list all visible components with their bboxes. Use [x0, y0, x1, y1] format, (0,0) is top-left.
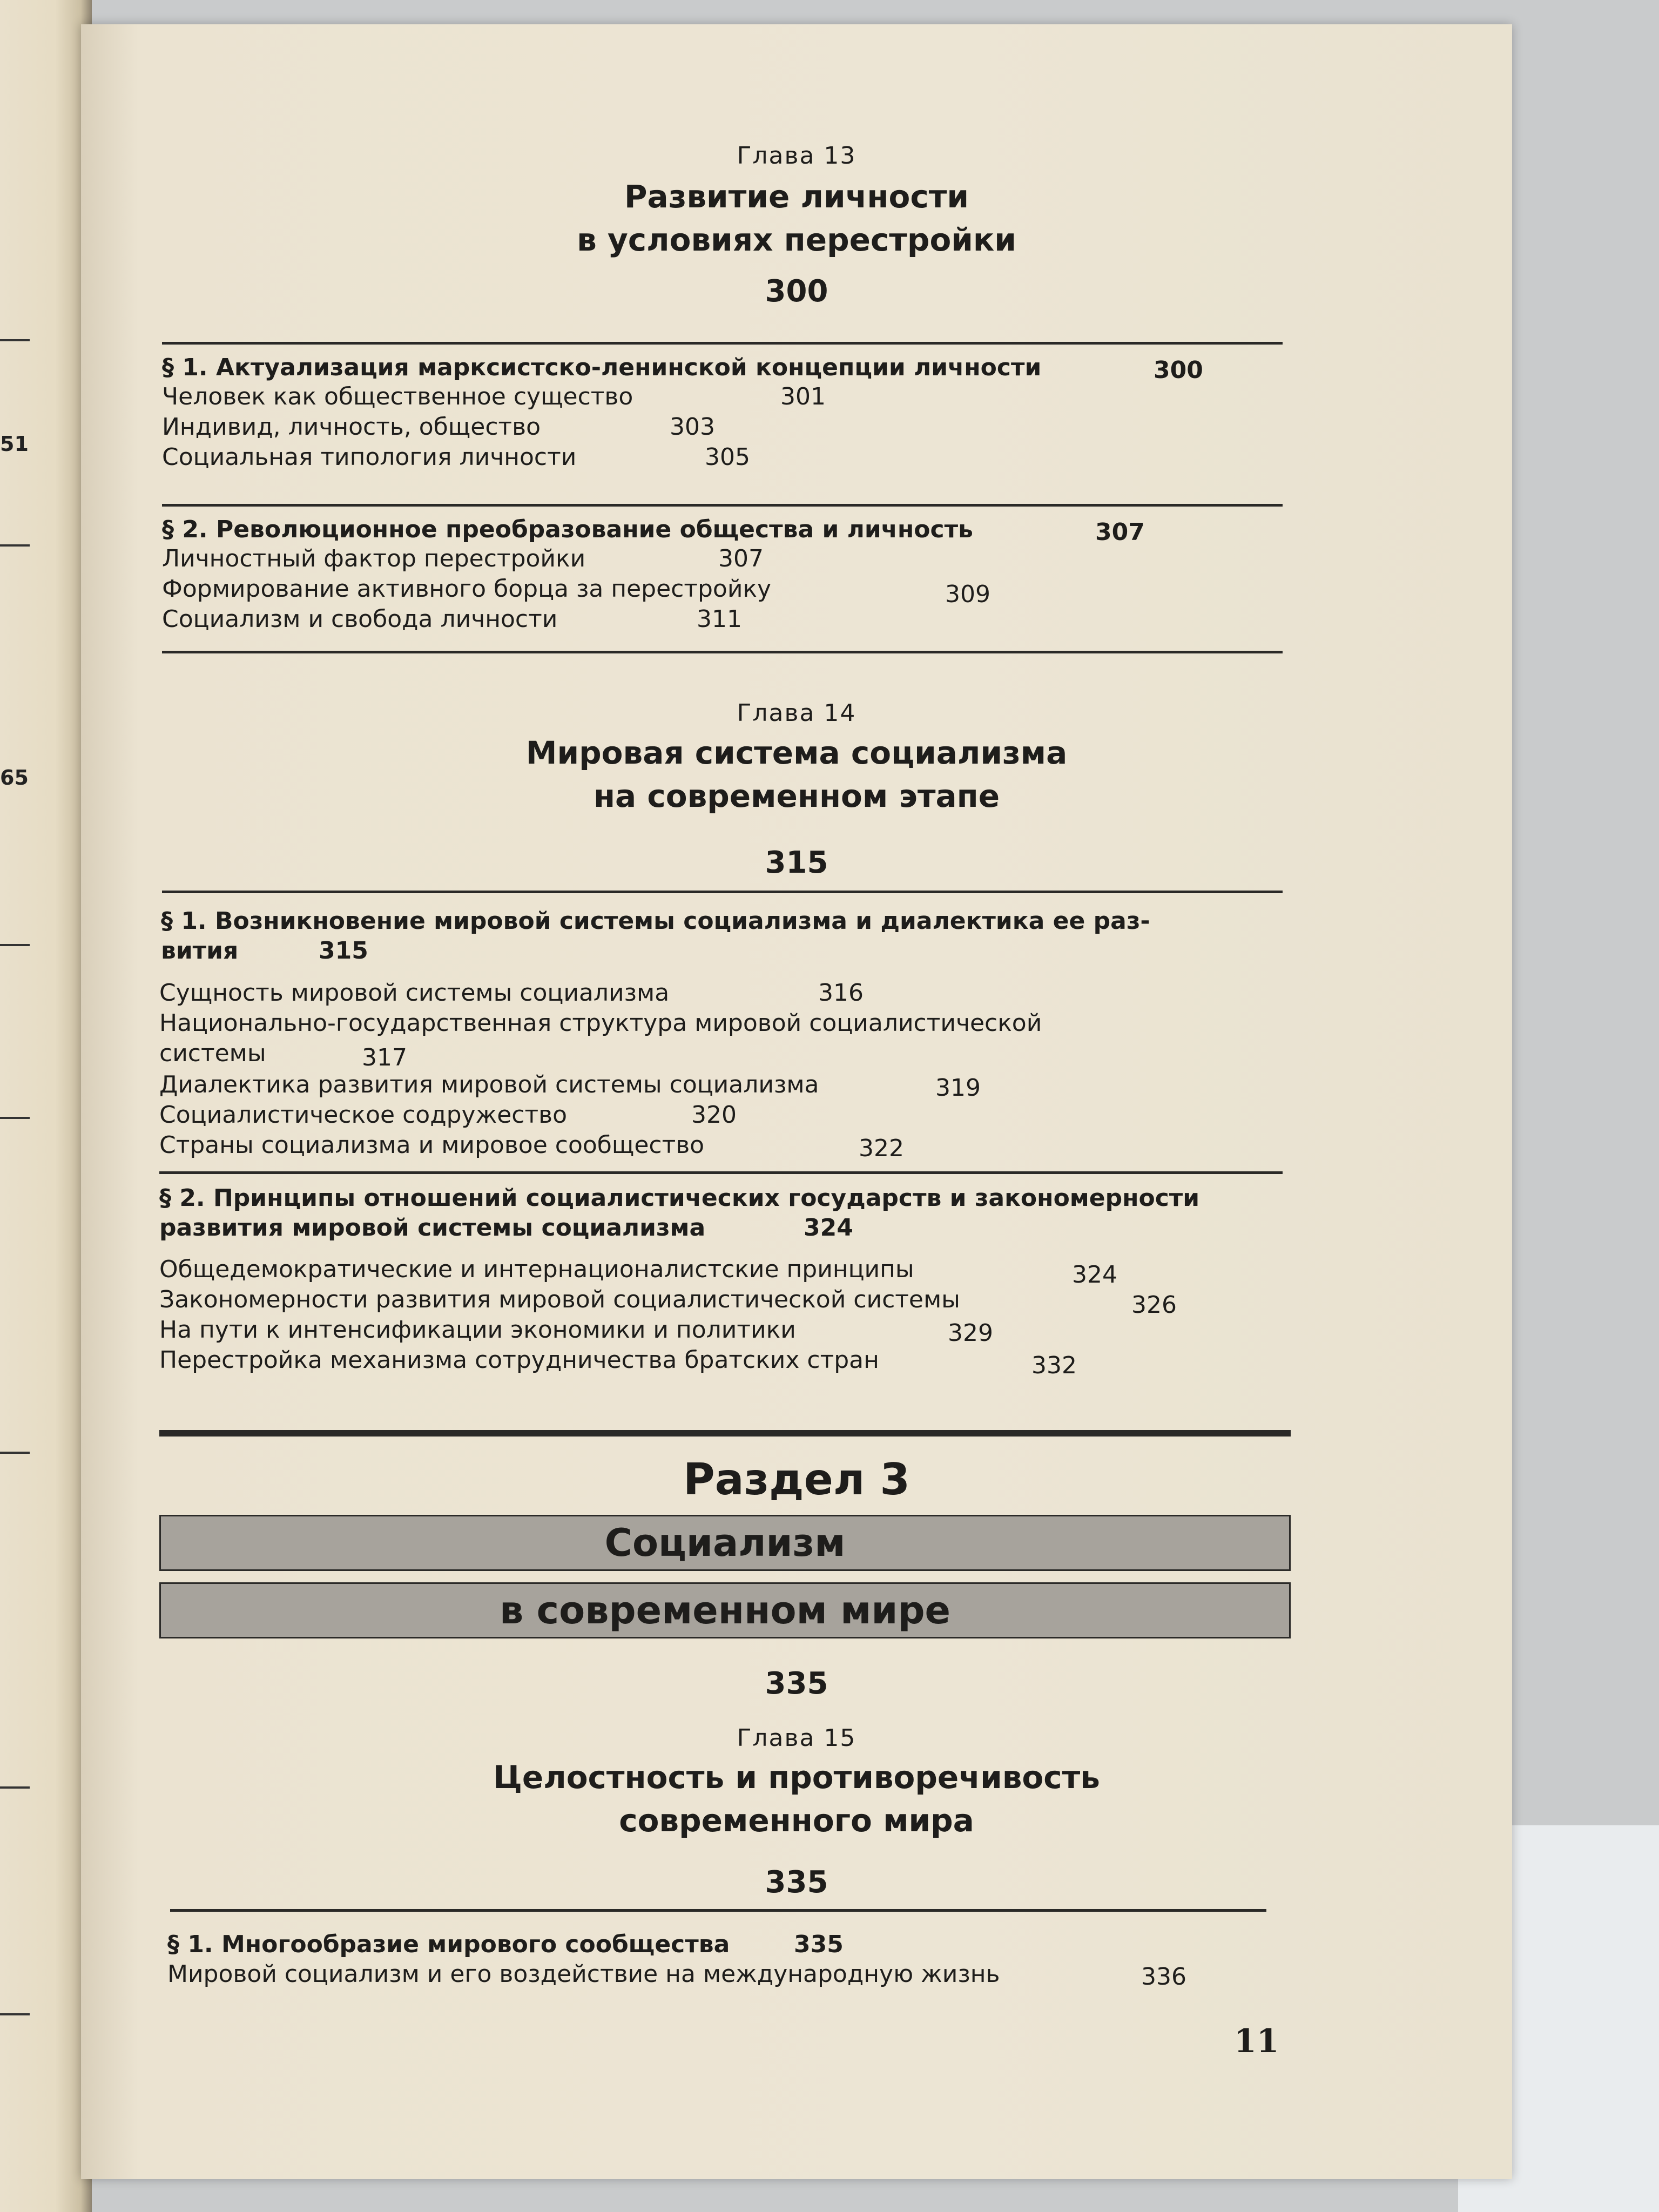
- toc-item: системы: [159, 1040, 266, 1067]
- toc-item-page: 332: [1031, 1352, 1077, 1379]
- toc-item: Социальная типология личности: [162, 443, 577, 471]
- divider-rule: [162, 651, 1283, 653]
- section-page-number: 335: [794, 1931, 844, 1958]
- toc-item: Закономерности развития мировой социалистической системы: [159, 1286, 960, 1313]
- chapter-title-line: Целостность и противоречивость: [493, 1759, 1100, 1796]
- section-title: § 2. Революционное преобразование общества и личность: [162, 516, 973, 543]
- toc-item-page: 317: [362, 1044, 407, 1071]
- page-folio-number: 11: [1234, 2022, 1279, 2060]
- toc-item-page: 324: [1072, 1261, 1117, 1289]
- toc-item-page: 329: [948, 1319, 993, 1347]
- section-page-number: 300: [1154, 356, 1203, 384]
- section-page-number: 324: [804, 1214, 853, 1242]
- chapter-label: Глава 15: [737, 1724, 857, 1752]
- toc-item-page: 311: [697, 605, 742, 633]
- section-page-number: 307: [1095, 518, 1145, 546]
- toc-item-page: 303: [670, 413, 715, 441]
- part-page-number: 335: [765, 1666, 828, 1701]
- adjacent-page-rule: [0, 1786, 30, 1789]
- adjacent-page-rule: [0, 1452, 30, 1454]
- adjacent-page-rule: [0, 544, 30, 547]
- toc-item: Перестройка механизма сотрудничества братских стран: [159, 1346, 879, 1374]
- toc-item: Мировой социализм и его воздействие на международную жизнь: [167, 1960, 1000, 1988]
- section-page-number: 315: [319, 937, 368, 965]
- toc-item: Социализм и свобода личности: [162, 605, 558, 633]
- chapter-label: Глава 13: [737, 142, 857, 170]
- toc-item-page: 307: [718, 545, 764, 572]
- section-title-line: § 2. Принципы отношений социалистических государств и закономерности: [159, 1184, 1200, 1212]
- section-title: § 1. Многообразие мирового сообщества: [167, 1931, 730, 1958]
- part-rule: [159, 1430, 1291, 1437]
- part-label: Раздел 3: [683, 1454, 911, 1505]
- part-title-band: Социализм: [159, 1515, 1291, 1571]
- toc-item-page: 322: [859, 1135, 904, 1162]
- toc-item-page: 305: [705, 443, 750, 471]
- toc-item: На пути к интенсификации экономики и политики: [159, 1316, 796, 1344]
- toc-item: Сущность мировой системы социализма: [159, 979, 670, 1007]
- toc-item: Индивид, личность, общество: [162, 413, 541, 441]
- adjacent-page-rule: [0, 2013, 30, 2015]
- divider-rule: [162, 504, 1283, 507]
- chapter-page-number: 300: [765, 274, 828, 309]
- adjacent-page-rule: [0, 944, 30, 946]
- toc-item: Социалистическое содружество: [159, 1101, 567, 1129]
- toc-item: Личностный фактор перестройки: [162, 545, 586, 572]
- adjacent-page-number: 65: [0, 766, 29, 790]
- section-title-line: вития: [161, 937, 239, 965]
- toc-item-page: 316: [818, 979, 864, 1007]
- divider-rule: [162, 891, 1283, 893]
- chapter-title-line: Развитие личности: [624, 178, 969, 215]
- divider-rule: [159, 1171, 1283, 1174]
- toc-item: Общедемократические и интернационалистские принципы: [159, 1256, 914, 1283]
- chapter-title-line: современного мира: [619, 1802, 974, 1839]
- toc-item-page: 336: [1141, 1963, 1186, 1991]
- toc-item: Диалектика развития мировой системы социализма: [159, 1071, 819, 1098]
- adjacent-page-number: 51: [0, 432, 29, 456]
- adjacent-page-rule: [0, 1117, 30, 1119]
- section-title: § 1. Актуализация марксистско-ленинской концепции личности: [162, 354, 1042, 381]
- adjacent-page-edge: [0, 0, 92, 2212]
- book-page: [81, 24, 1512, 2179]
- divider-rule: [162, 342, 1283, 345]
- chapter-title-line: Мировая система социализма: [525, 734, 1068, 771]
- chapter-page-number: 335: [765, 1865, 828, 1900]
- chapter-title-line: в условиях перестройки: [577, 221, 1016, 258]
- toc-item: Страны социализма и мировое сообщество: [159, 1131, 705, 1159]
- chapter-label: Глава 14: [737, 699, 857, 727]
- toc-item-page: 319: [935, 1074, 981, 1102]
- toc-item: Формирование активного борца за перестройку: [162, 575, 772, 603]
- section-title-line: развития мировой системы социализма: [159, 1214, 706, 1242]
- toc-item: Человек как общественное существо: [162, 383, 633, 410]
- divider-rule: [170, 1909, 1266, 1912]
- toc-item-page: 326: [1131, 1291, 1177, 1319]
- toc-item-page: 320: [691, 1101, 737, 1129]
- part-subtitle-band: в современном мире: [159, 1582, 1291, 1638]
- chapter-title-line: на современном этапе: [593, 778, 1000, 814]
- toc-item-page: 301: [780, 383, 826, 410]
- section-title-line: § 1. Возникновение мировой системы социализма и диалектика ее раз-: [161, 907, 1150, 935]
- chapter-page-number: 315: [765, 845, 828, 880]
- toc-item: Национально-государственная структура мировой социалистической: [159, 1009, 1042, 1037]
- toc-item-page: 309: [945, 581, 990, 608]
- adjacent-page-rule: [0, 339, 30, 341]
